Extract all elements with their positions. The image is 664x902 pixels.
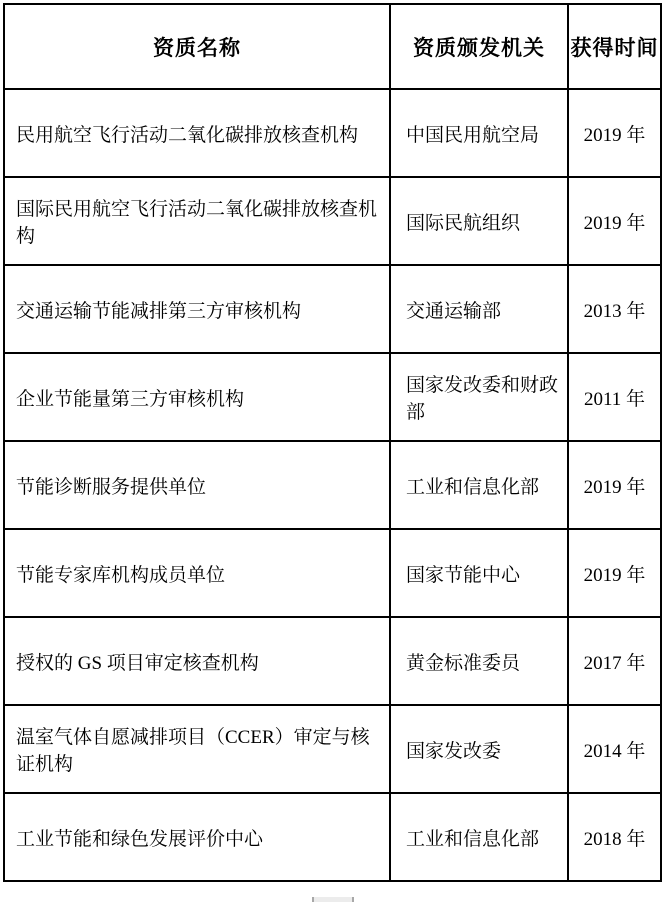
issuing-authority-cell: 交通运输部 [390,265,568,353]
year-obtained-cell: 2018 年 [568,793,661,881]
table-row [4,617,661,705]
qualification-name-cell: 国际民用航空飞行活动二氧化碳排放核查机构 [4,177,390,265]
issuing-authority-cell: 国家节能中心 [390,529,568,617]
table-row [4,529,661,617]
column-header-issuing-authority: 资质颁发机关 [390,4,568,89]
qualification-name-cell: 节能诊断服务提供单位 [4,441,390,529]
year-obtained-cell: 2011 年 [568,353,661,441]
qualification-name-cell: 企业节能量第三方审核机构 [4,353,390,441]
table-row [4,89,661,177]
qualification-name-cell: 温室气体自愿减排项目（CCER）审定与核证机构 [4,705,390,793]
table-row [4,441,661,529]
table-header-row [4,4,661,89]
issuing-authority-cell: 国际民航组织 [390,177,568,265]
year-obtained-cell: 2019 年 [568,529,661,617]
column-header-date-obtained: 获得时间 [568,4,661,89]
qualification-name-cell: 民用航空飞行活动二氧化碳排放核查机构 [4,89,390,177]
issuing-authority-cell: 工业和信息化部 [390,441,568,529]
table-row [4,265,661,353]
table-row [4,793,661,881]
qualification-name-cell: 交通运输节能减排第三方审核机构 [4,265,390,353]
year-obtained-cell: 2013 年 [568,265,661,353]
issuing-authority-cell: 中国民用航空局 [390,89,568,177]
year-obtained-cell: 2019 年 [568,89,661,177]
issuing-authority-cell: 黄金标准委员 [390,617,568,705]
year-obtained-cell: 2017 年 [568,617,661,705]
qualification-name-cell: 工业节能和绿色发展评价中心 [4,793,390,881]
year-obtained-cell: 2019 年 [568,177,661,265]
issuing-authority-cell: 国家发改委 [390,705,568,793]
table-row [4,177,661,265]
year-obtained-cell: 2014 年 [568,705,661,793]
year-obtained-cell: 2019 年 [568,441,661,529]
qualification-name-cell: 节能专家库机构成员单位 [4,529,390,617]
qualification-table [3,3,662,882]
issuing-authority-cell: 国家发改委和财政部 [390,353,568,441]
column-header-qualification-name: 资质名称 [4,4,390,89]
table-row [4,705,661,793]
qualification-name-cell: 授权的 GS 项目审定核查机构 [4,617,390,705]
table-row [4,353,661,441]
table-resize-handle-artifact [312,897,354,902]
issuing-authority-cell: 工业和信息化部 [390,793,568,881]
